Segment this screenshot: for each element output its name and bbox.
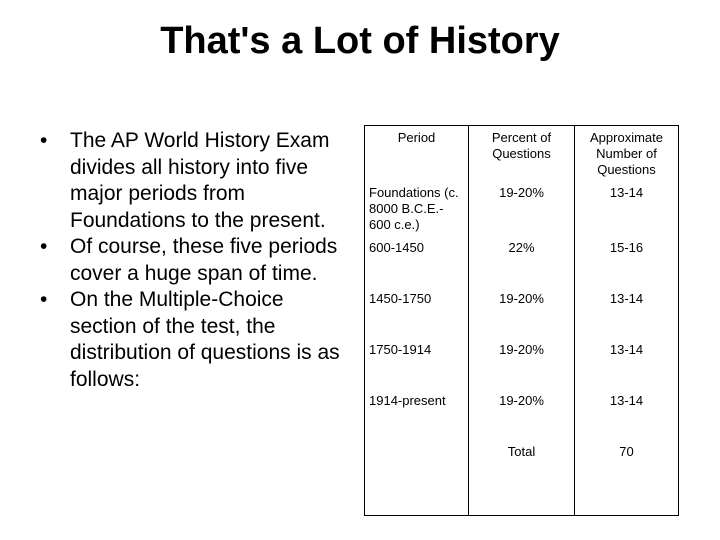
percent-cell: 19-20% xyxy=(469,340,575,391)
number-cell: 13-14 xyxy=(575,340,679,391)
table-row xyxy=(365,340,679,391)
period-cell: 1450-1750 xyxy=(365,289,469,340)
bullet-list xyxy=(34,128,354,393)
table-row xyxy=(365,238,679,289)
history-periods-table xyxy=(364,125,679,516)
total-label: Total xyxy=(469,442,575,516)
period-cell: 1914-present xyxy=(365,391,469,442)
percent-cell: 19-20% xyxy=(469,289,575,340)
bullet-marker: • xyxy=(40,235,48,258)
header-percent: Percent of Questions xyxy=(469,126,575,184)
percent-cell: 22% xyxy=(469,238,575,289)
header-number: Approximate Number of Questions xyxy=(575,126,679,184)
bullet-item xyxy=(34,128,354,234)
header-period: Period xyxy=(365,126,469,184)
table-total-row xyxy=(365,442,679,516)
percent-cell: 19-20% xyxy=(469,183,575,238)
empty-cell xyxy=(365,442,469,516)
table-row xyxy=(365,391,679,442)
table-row xyxy=(365,183,679,238)
number-cell: 15-16 xyxy=(575,238,679,289)
bullet-text: Of course, these five periods cover a huge span of time. xyxy=(70,235,338,285)
bullet-text: On the Multiple-Choice section of the test, the distribution of questions is as follows: xyxy=(70,288,340,391)
table-header-row xyxy=(365,126,679,184)
number-cell: 13-14 xyxy=(575,183,679,238)
bullet-item xyxy=(34,287,354,393)
period-cell: Foundations (c. 8000 B.C.E.- 600 c.e.) xyxy=(365,183,469,238)
period-cell: 1750-1914 xyxy=(365,340,469,391)
bullet-marker: • xyxy=(40,129,48,152)
table-row xyxy=(365,289,679,340)
total-value: 70 xyxy=(575,442,679,516)
slide-title: That's a Lot of History xyxy=(160,20,560,62)
bullet-text: The AP World History Exam divides all history into five major periods from Foundations to the present. xyxy=(70,129,330,232)
percent-cell: 19-20% xyxy=(469,391,575,442)
bullet-marker: • xyxy=(40,288,48,311)
number-cell: 13-14 xyxy=(575,391,679,442)
number-cell: 13-14 xyxy=(575,289,679,340)
bullet-item xyxy=(34,234,354,287)
period-cell: 600-1450 xyxy=(365,238,469,289)
